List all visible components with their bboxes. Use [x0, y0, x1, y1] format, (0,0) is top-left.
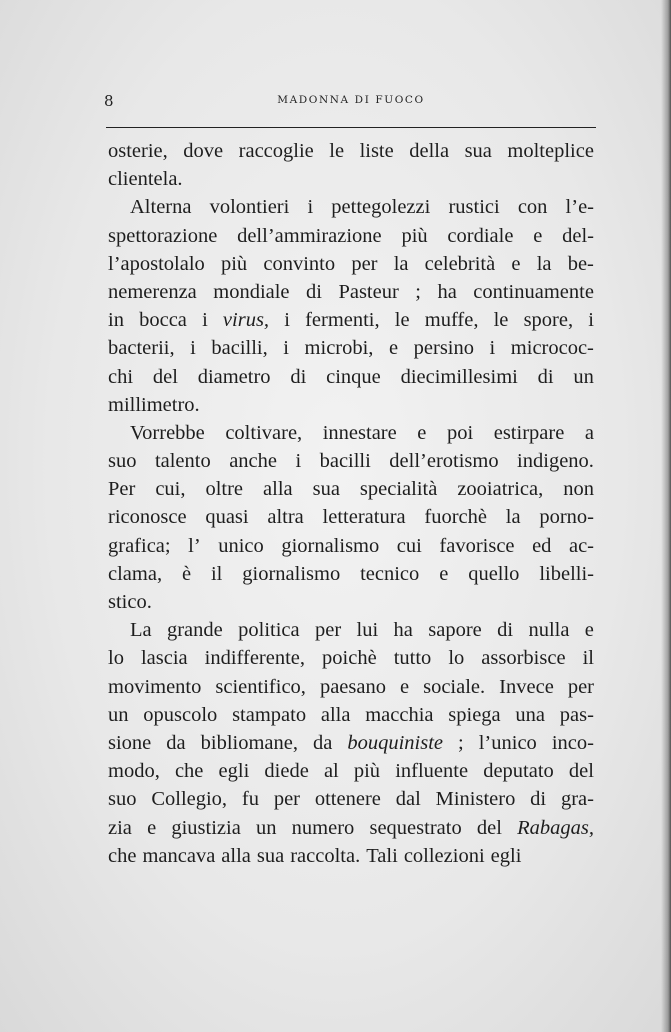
text-line: modo, che egli diede al più influente deputato del [108, 760, 594, 783]
text-line: sione da bibliomane, da bouquiniste ; l’unico inco- [108, 731, 594, 754]
text-line: movimento scientifico, paesano e sociale. Invece per [108, 675, 594, 698]
text-line: Vorrebbe coltivare, innestare e poi estirpare a [130, 421, 594, 444]
text-line: l’apostolalo più convinto per la celebrità e la be- [108, 252, 594, 275]
text-line: in bocca i virus, i fermenti, le muffe, le spore, i [108, 309, 594, 332]
text-line: riconosce quasi altra letteratura fuorchè la porno- [108, 506, 594, 529]
text-line: Alterna volontieri i pettegolezzi rustici con l’e- [130, 196, 594, 219]
text-line: che mancava alla sua raccolta. Tali collezioni egli [108, 844, 522, 867]
text-line: La grande politica per lui ha sapore di nulla e [130, 619, 594, 642]
page-edge-shadow [661, 0, 671, 1032]
text-line: Per cui, oltre alla sua specialità zooiatrica, non [108, 478, 594, 501]
text-line: chi del diametro di cinque diecimillesimi di un [108, 365, 594, 388]
text-line: un opuscolo stampato alla macchia spiega una pas- [108, 703, 594, 726]
text-line: stico. [108, 591, 152, 613]
running-title: MADONNA DI FUOCO [277, 94, 425, 106]
header-rule [106, 127, 596, 128]
text-line: clama, è il giornalismo tecnico e quello libelli- [108, 562, 594, 585]
page-header [104, 92, 598, 114]
text-line: clientela. [108, 168, 183, 191]
page-number: 8 [104, 92, 114, 110]
text-line: suo Collegio, fu per ottenere dal Ministero di gra- [108, 788, 594, 811]
text-line: lo lascia indifferente, poichè tutto lo assorbisce il [108, 647, 594, 670]
text-line: spettorazione dell’ammirazione più cordiale e del- [108, 224, 594, 247]
text-line: millimetro. [108, 393, 200, 416]
text-line: bacterii, i bacilli, i microbi, e persino i micrococ- [108, 337, 594, 360]
text-line: osterie, dove raccoglie le liste della sua molteplice [108, 140, 594, 162]
text-line: nemerenza mondiale di Pasteur ; ha continuamente [108, 280, 594, 303]
text-line: zia e giustizia un numero sequestrato del Rabagas, [108, 816, 594, 839]
text-line: suo talento anche i bacilli dell’erotismo indigeno. [108, 450, 594, 473]
text-line: grafica; l’ unico giornalismo cui favorisce ed ac- [108, 534, 594, 557]
body-text [108, 137, 594, 870]
